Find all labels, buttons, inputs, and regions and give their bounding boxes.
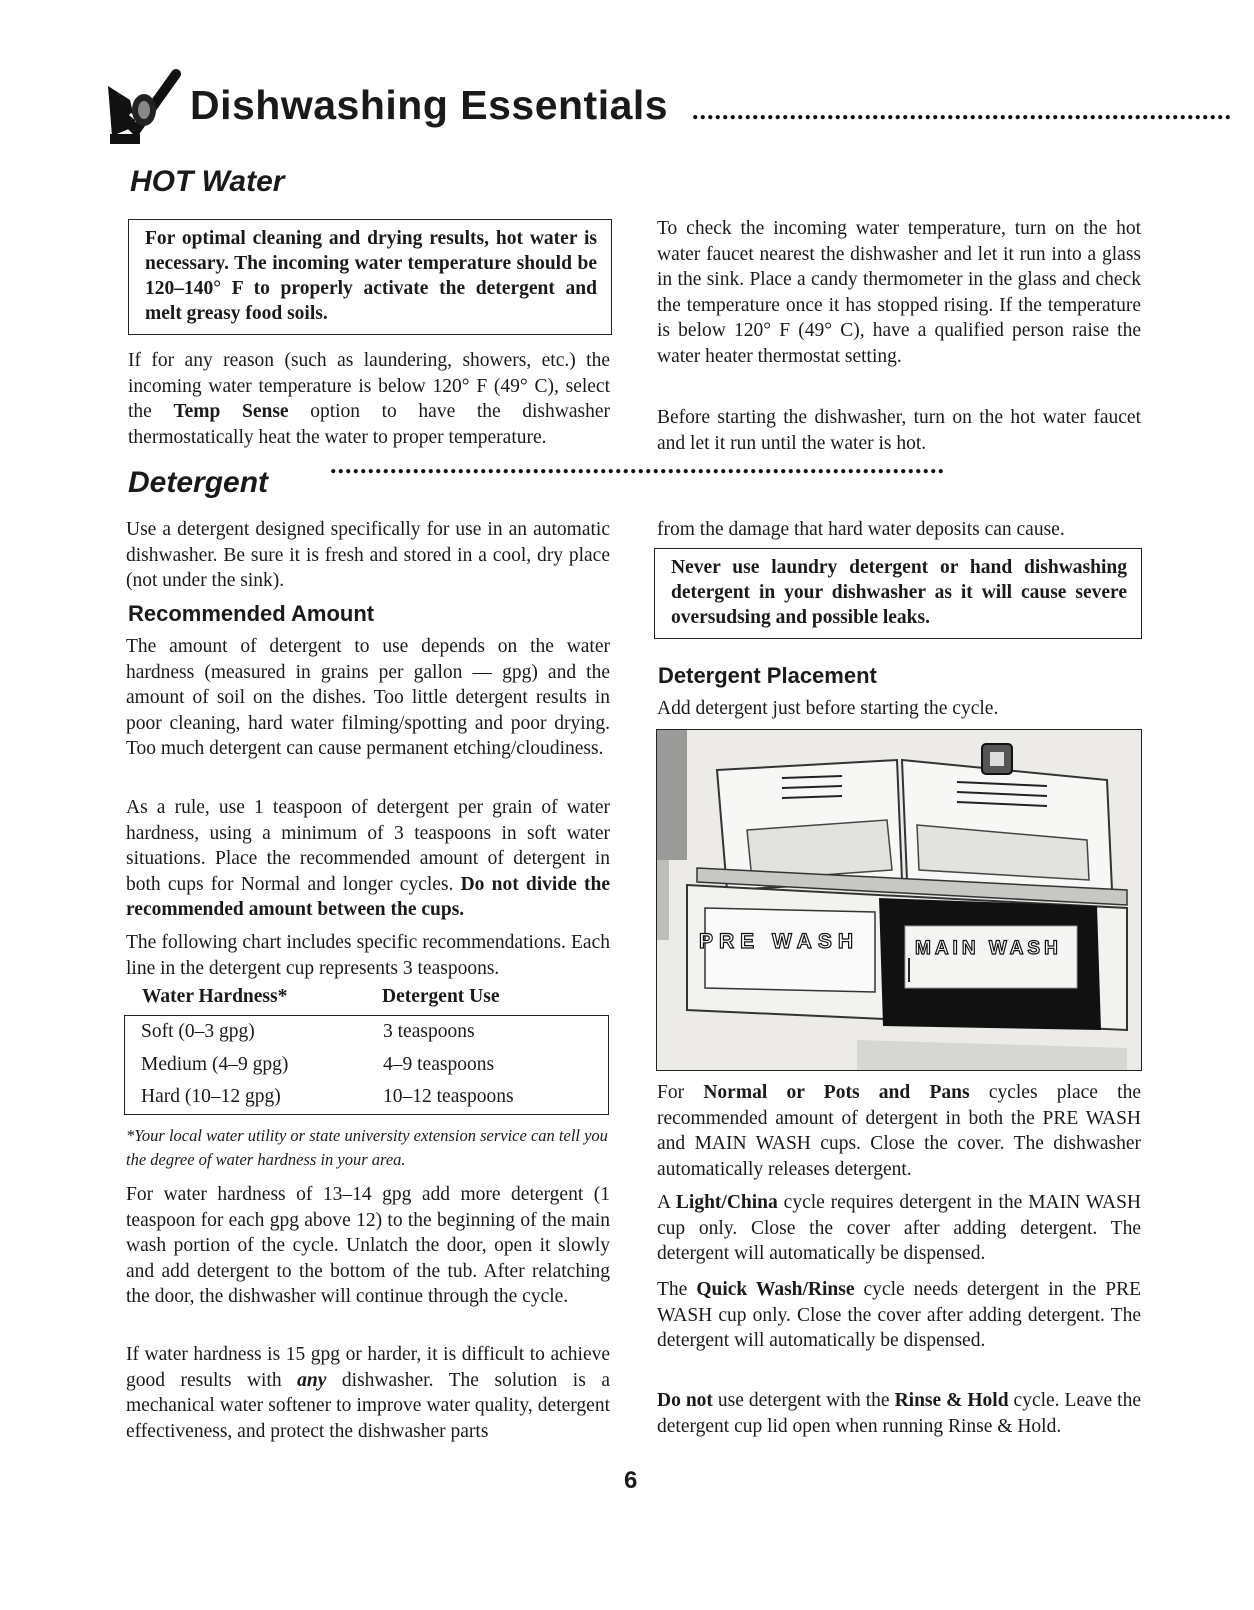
detergent-dispenser-illustration	[656, 729, 1142, 1071]
quick-wash-paragraph: The Quick Wash/Rinse cycle needs detergent in the PRE WASH cup only. Close the cover after adding detergent. The detergent will automatically be dispensed.	[657, 1279, 1141, 1351]
check-mark-logo-icon	[106, 66, 188, 144]
header-logo	[106, 66, 188, 144]
rinse-hold-paragraph: Do not use detergent with the Rinse & Hold cycle. Leave the detergent cup lid open when running Rinse & Hold.	[657, 1390, 1141, 1437]
hardness-table	[124, 1015, 609, 1115]
dispenser-drawing	[657, 730, 1141, 1070]
hot-water-heading: HOT Water	[130, 165, 285, 198]
table-header-hardness: Water Hardness*	[142, 986, 288, 1007]
recommended-paragraph-3: The following chart includes specific recommendations. Each line in the detergent cup represents 3 teaspoons.	[126, 932, 610, 979]
title-leader-dots: ........................................................................	[692, 96, 1232, 125]
check-temperature-paragraph: To check the incoming water temperature, turn on the hot water faucet nearest the dishwasher and let it run into a glass in the sink. Place a candy thermometer in the glass and check the temperature once it has stopped rising. If the temperature is below 120° F (49° C), have a qualified person raise the water heater thermostat setting.	[657, 218, 1141, 367]
placement-intro: Add detergent just before starting the cycle.	[657, 698, 999, 719]
hot-water-paragraph: If for any reason (such as laundering, showers, etc.) the incoming water temperature is below 120° F (49° C), select the Temp Sense option to have the dishwasher thermostatically heat the water to proper temperature.	[128, 350, 610, 448]
hot-water-box-text: For optimal cleaning and drying results, hot water is necessary. The incoming water temperature should be 120–140° F to properly activate the detergent and melt greasy food soils.	[145, 228, 597, 324]
table-row: Soft (0–3 gpg)	[141, 1021, 255, 1042]
detergent-intro: Use a detergent designed specifically for use in an automatic dishwasher. Be sure it is fresh and stored in a cool, dry place (not under the sink).	[126, 519, 610, 591]
pre-wash-label: PRE WASH	[699, 930, 860, 953]
recommended-amount-heading: Recommended Amount	[128, 601, 375, 626]
page-title: Dishwashing Essentials	[190, 82, 669, 128]
table-row-use: 3 teaspoons	[383, 1021, 475, 1042]
light-china-paragraph: A Light/China cycle requires detergent in the MAIN WASH cup only. Close the cover after adding detergent. The detergent will automatically be dispensed.	[657, 1192, 1141, 1264]
recommended-paragraph-1: The amount of detergent to use depends on the water hardness (measured in grains per gallon — gpg) and the amount of soil on the dishes. Too little detergent results in poor cleaning, hard water filming/spotting and poor drying. Too much detergent can cause permanent etching/cloudiness.	[126, 636, 610, 759]
table-row-use: 4–9 teaspoons	[383, 1054, 495, 1075]
warning-box-text: Never use laundry detergent or hand dishwashing detergent in your dishwasher as it will cause severe oversudsing and possible leaks.	[671, 557, 1127, 628]
detergent-heading: Detergent	[128, 466, 269, 499]
faucet-paragraph: Before starting the dishwasher, turn on the hot water faucet and let it run until the water is hot.	[657, 407, 1141, 454]
table-header-use: Detergent Use	[382, 986, 500, 1007]
detergent-placement-heading: Detergent Placement	[658, 663, 877, 688]
hardness-15-paragraph: If water hardness is 15 gpg or harder, it is difficult to achieve good results with any dishwasher. The solution is a mechanical water softener to improve water quality, detergent effectiveness, and protect the dishwasher parts	[126, 1344, 610, 1442]
recommended-paragraph-2: As a rule, use 1 teaspoon of detergent per grain of water hardness, using a minimum of 3 teaspoons in soft water situations. Place the recommended amount of detergent in both cups for Normal and longer cycles. Do not divide the recommended amount between the cups.	[126, 797, 610, 920]
hardness-footnote: *Your local water utility or state university extension service can tell you the degree of water hardness in your area.	[126, 1126, 608, 1169]
normal-cycle-paragraph: For Normal or Pots and Pans cycles place the recommended amount of detergent in both the PRE WASH and MAIN WASH cups. Close the cover. The dishwasher automatically releases detergent.	[657, 1082, 1141, 1180]
page-number: 6	[624, 1467, 638, 1494]
hot-water-info-box	[128, 219, 612, 335]
temp-sense-option: Temp Sense	[173, 401, 289, 422]
hardness-13-14-paragraph: For water hardness of 13–14 gpg add more detergent (1 teaspoon for each gpg above 12) to the beginning of the main wash portion of the cycle. Unlatch the door, open it slowly and add detergent to the bottom of the tub. After relatching the door, the dishwasher will continue through the cycle.	[126, 1184, 610, 1307]
table-row: Medium (4–9 gpg)	[141, 1054, 289, 1075]
laundry-warning-box	[654, 548, 1142, 639]
section-divider-dots: ..................................................................................	[330, 450, 945, 479]
table-row: Hard (10–12 gpg)	[141, 1086, 281, 1107]
table-row-use: 10–12 teaspoons	[383, 1086, 514, 1107]
detergent-continuation: from the damage that hard water deposits can cause.	[657, 519, 1065, 540]
main-wash-label: MAIN WASH	[915, 938, 1062, 959]
